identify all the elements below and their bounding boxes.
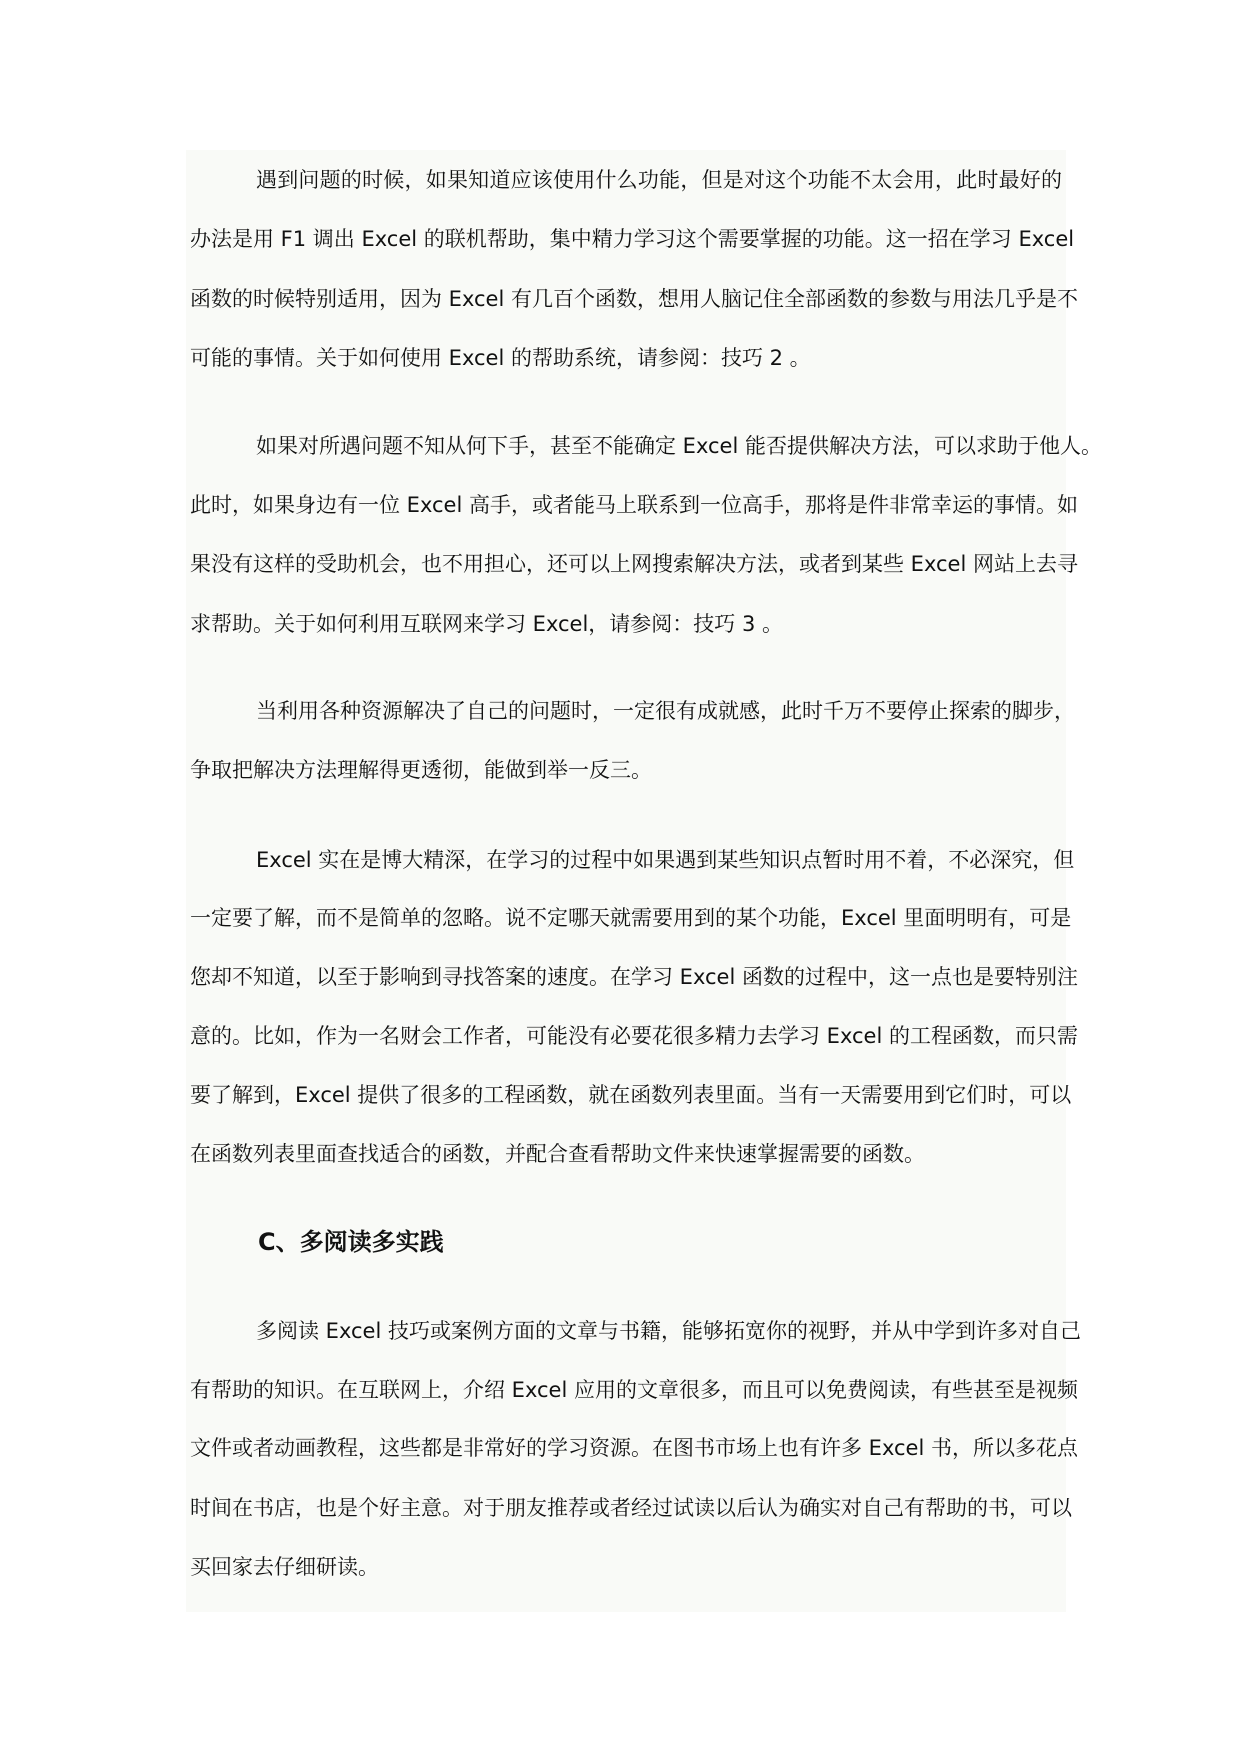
text-line: 当利用各种资源解决了自己的问题时，一定很有成就感，此时千万不要停止探索的脚步， [256, 699, 1075, 723]
text-line: 函数的时候特别适用，因为 Excel 有几百个函数，想用人脑记住全部函数的参数与用法几乎是不 [190, 287, 1078, 311]
text-line: 一定要了解，而不是简单的忽略。说不定哪天就需要用到的某个功能，Excel 里面明明有，可是 [190, 906, 1072, 930]
text-line: 多阅读 Excel 技巧或案例方面的文章与书籍，能够拓宽你的视野，并从中学到许多对自己 [256, 1319, 1081, 1343]
text-line: 买回家去仔细研读。 [190, 1555, 379, 1579]
text-line: 争取把解决方法理解得更透彻，能做到举一反三。 [190, 758, 652, 782]
text-line: 时间在书店，也是个好主意。对于朋友推荐或者经过试读以后认为确实对自己有帮助的书，可以 [190, 1496, 1072, 1520]
text-line: 您却不知道，以至于影响到寻找答案的速度。在学习 Excel 函数的过程中，这一点也是要特别注 [190, 965, 1078, 989]
text-line: 此时，如果身边有一位 Excel 高手，或者能马上联系到一位高手，那将是件非常幸运的事情。如 [190, 493, 1078, 517]
text-line: Excel 实在是博大精深，在学习的过程中如果遇到某些知识点暂时用不着，不必深究，但 [256, 848, 1075, 872]
text-line: 如果对所遇问题不知从何下手，甚至不能确定 Excel 能否提供解决方法，可以求助于他人。 [256, 434, 1102, 458]
text-line: 要了解到，Excel 提供了很多的工程函数，就在函数列表里面。当有一天需要用到它们时，可以 [190, 1083, 1072, 1107]
text-line: 遇到问题的时候，如果知道应该使用什么功能，但是对这个功能不太会用，此时最好的 [256, 168, 1062, 192]
text-line: 办法是用 F1 调出 Excel 的联机帮助，集中精力学习这个需要掌握的功能。这一招在学习 Excel [190, 227, 1075, 251]
text-line: 有帮助的知识。在互联网上，介绍 Excel 应用的文章很多，而且可以免费阅读，有些甚至是视频 [190, 1378, 1078, 1402]
text-line: 果没有这样的受助机会，也不用担心，还可以上网搜索解决方法，或者到某些 Excel 网站上去寻 [190, 552, 1078, 576]
text-line: 意的。比如，作为一名财会工作者，可能没有必要花很多精力去学习 Excel 的工程函数，而只需 [190, 1024, 1078, 1048]
text-line: 在函数列表里面查找适合的函数，并配合查看帮助文件来快速掌握需要的函数。 [190, 1142, 925, 1166]
text-line: 可能的事情。关于如何使用 Excel 的帮助系统，请参阅：技巧 2 。 [190, 346, 811, 370]
text-line: 求帮助。关于如何利用互联网来学习 Excel，请参阅：技巧 3 。 [190, 612, 784, 636]
text-line: 文件或者动画教程，这些都是非常好的学习资源。在图书市场上也有许多 Excel 书，所以多花点 [190, 1436, 1078, 1460]
section-heading: C、多阅读多实践 [258, 1228, 444, 1256]
